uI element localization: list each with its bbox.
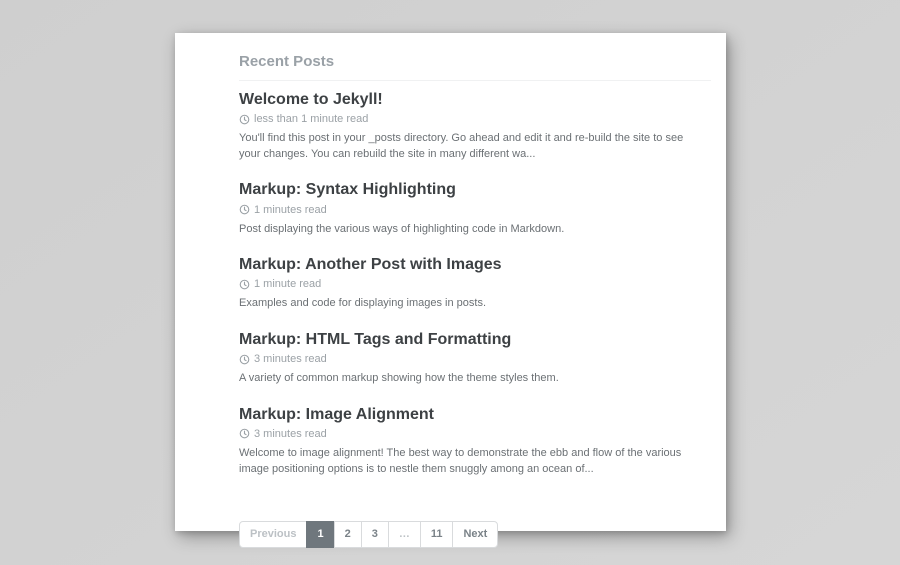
post-item <box>239 330 711 387</box>
post-meta <box>239 204 711 216</box>
pagination-page-2[interactable]: 2 <box>334 521 362 548</box>
pagination-next-button[interactable]: Next <box>452 521 498 548</box>
post-title-link[interactable]: Markup: Another Post with Images <box>239 256 502 274</box>
post-excerpt: Welcome to image alignment! The best way to demonstrate the ebb and flow of the various image positioning options is to nestle them snuggly among an ocean of... <box>239 446 682 475</box>
post-title-link[interactable]: Markup: Image Alignment <box>239 405 434 423</box>
clock-icon <box>239 204 250 215</box>
clock-icon <box>239 354 250 365</box>
pagination-page-1[interactable]: 1 <box>306 521 334 548</box>
post-excerpt: Post displaying the various ways of highlighting code in Markdown. <box>239 222 565 235</box>
post-item <box>239 405 711 477</box>
content-card <box>175 33 726 541</box>
read-time-label: less than 1 minute read <box>254 113 369 126</box>
post-item <box>239 90 711 162</box>
post-title-link[interactable]: Markup: HTML Tags and Formatting <box>239 331 512 348</box>
post-meta <box>239 113 711 125</box>
read-time-label: 1 minute read <box>254 278 322 291</box>
post-excerpt: You'll find this post in your _posts directory. Go ahead and edit it and re-build the site to see your changes. You can rebuild the site in many different wa... <box>239 132 684 160</box>
pagination-previous-button: Previous <box>239 521 307 548</box>
post-meta <box>239 278 711 290</box>
read-time-label: 1 minutes read <box>254 203 327 216</box>
pagination-page-11[interactable]: 11 <box>420 521 454 548</box>
post-title-link[interactable]: Markup: Syntax Highlighting <box>239 181 456 199</box>
clock-icon <box>239 114 250 125</box>
post-excerpt: A variety of common markup showing how the theme styles them. <box>239 372 559 385</box>
pagination-page-3[interactable]: 3 <box>361 521 389 548</box>
pagination-ellipsis: … <box>388 521 421 548</box>
read-time-label: 3 minutes read <box>254 353 327 366</box>
clock-icon <box>239 428 250 439</box>
page-title: Recent Posts <box>239 53 711 81</box>
post-item <box>239 255 711 312</box>
post-meta <box>239 428 711 440</box>
post-item <box>239 180 711 237</box>
clock-icon <box>239 279 250 290</box>
post-meta <box>239 353 711 365</box>
post-title-link[interactable]: Welcome to Jekyll! <box>239 91 383 108</box>
pagination <box>239 521 498 548</box>
read-time-label: 3 minutes read <box>254 427 327 440</box>
post-excerpt: Examples and code for displaying images in posts. <box>239 297 487 310</box>
